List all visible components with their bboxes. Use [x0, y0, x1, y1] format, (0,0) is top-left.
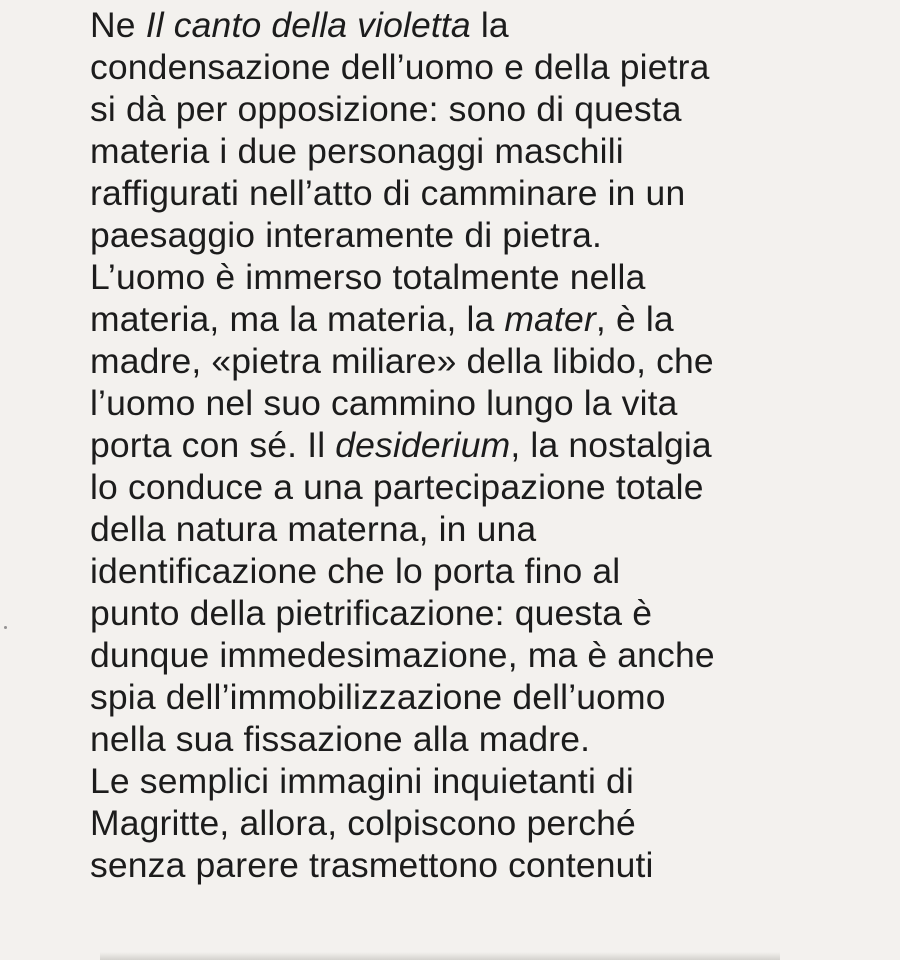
text-line	[90, 802, 880, 844]
text-segment: senza parere trasmettono contenuti	[90, 845, 654, 885]
text-line	[90, 130, 880, 172]
text-line	[90, 844, 880, 886]
text-segment: dunque immedesimazione, ma è anche	[90, 635, 715, 675]
text-segment: identificazione che lo porta fino al	[90, 551, 621, 591]
text-segment: Ne	[90, 5, 146, 45]
text-line	[90, 46, 880, 88]
text-segment: raffigurati nell’atto di camminare in un	[90, 173, 686, 213]
text-segment: porta con sé. Il	[90, 425, 336, 465]
text-segment: , la nostalgia	[510, 425, 712, 465]
text-line	[90, 340, 880, 382]
text-line	[90, 550, 880, 592]
text-line	[90, 256, 880, 298]
text-segment: materia i due personaggi maschili	[90, 131, 624, 171]
text-line	[90, 298, 880, 340]
text-segment: spia dell’immobilizzazione dell’uomo	[90, 677, 666, 717]
text-segment: madre, «pietra miliare» della libido, che	[90, 341, 714, 381]
italic-text: mater	[504, 299, 596, 339]
text-segment: condensazione dell’uomo e della pietra	[90, 47, 710, 87]
text-segment: si dà per opposizione: sono di questa	[90, 89, 682, 129]
text-line	[90, 214, 880, 256]
text-segment: punto della pietrificazione: questa è	[90, 593, 653, 633]
text-segment: L’uomo è immerso totalmente nella	[90, 257, 646, 297]
scan-speck	[4, 626, 7, 629]
scan-edge-shadow	[100, 952, 780, 960]
text-line	[90, 508, 880, 550]
text-segment: la	[470, 5, 509, 45]
body-text	[90, 4, 880, 886]
text-segment: l’uomo nel suo cammino lungo la vita	[90, 383, 678, 423]
text-line	[90, 634, 880, 676]
text-segment: nella sua fissazione alla madre.	[90, 719, 591, 759]
text-line	[90, 88, 880, 130]
text-segment: materia, ma la materia, la	[90, 299, 505, 339]
text-segment: paesaggio interamente di pietra.	[90, 215, 602, 255]
text-line	[90, 424, 880, 466]
italic-text: desiderium	[335, 425, 511, 465]
text-segment: lo conduce a una partecipazione totale	[90, 467, 704, 507]
text-segment: , è la	[595, 299, 674, 339]
text-line	[90, 382, 880, 424]
text-line	[90, 466, 880, 508]
text-line	[90, 676, 880, 718]
text-line	[90, 592, 880, 634]
text-segment: Le semplici immagini inquietanti di	[90, 761, 634, 801]
text-line	[90, 760, 880, 802]
text-line	[90, 718, 880, 760]
italic-text: Il canto della violetta	[145, 5, 471, 45]
text-segment: della natura materna, in una	[90, 509, 537, 549]
text-line	[90, 4, 880, 46]
text-line	[90, 172, 880, 214]
text-segment: Magritte, allora, colpiscono perché	[90, 803, 636, 843]
